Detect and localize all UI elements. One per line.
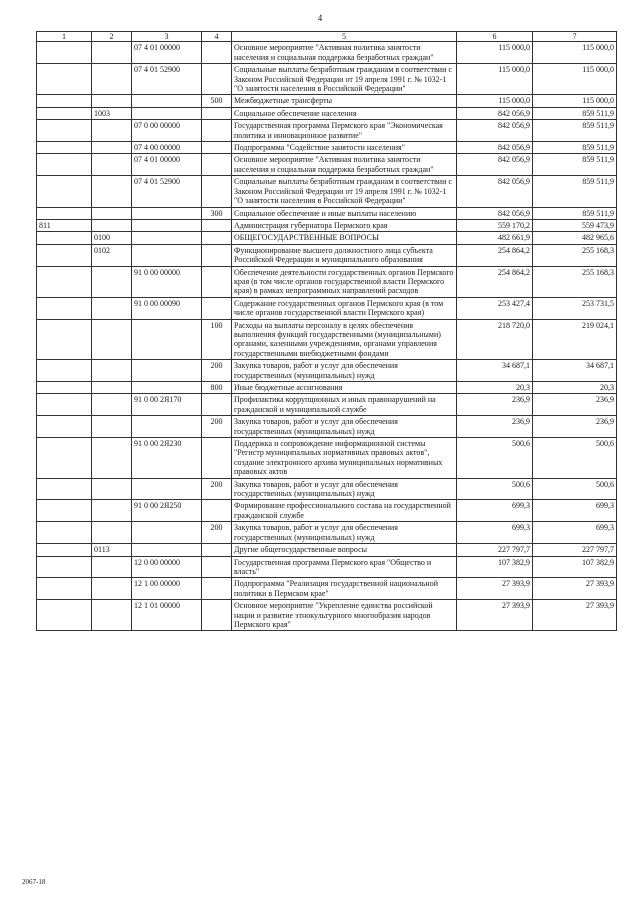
target-article-cell: 07 4 00 00000 (132, 142, 202, 154)
amount-cell-7: 227 797,7 (533, 544, 617, 556)
amount-cell-7: 859 511,9 (533, 120, 617, 142)
ministry-code-cell (37, 297, 92, 319)
table-row (37, 42, 617, 64)
expense-type-cell (202, 107, 232, 119)
expense-type-cell (202, 600, 232, 631)
table-row (37, 478, 617, 500)
expense-type-cell: 100 (202, 319, 232, 360)
table-row (37, 266, 617, 297)
table-row (37, 297, 617, 319)
table-row (37, 600, 617, 631)
ministry-code-cell (37, 438, 92, 479)
expense-type-cell (202, 438, 232, 479)
name-cell: Закупка товаров, работ и услуг для обеспечения государственных (муниципальных) нужд (232, 416, 457, 438)
amount-cell-6: 218 720,0 (457, 319, 533, 360)
amount-cell-6: 227 797,7 (457, 544, 533, 556)
target-article-cell: 91 0 00 2Я170 (132, 394, 202, 416)
expense-type-cell (202, 232, 232, 244)
amount-cell-6: 27 393,9 (457, 600, 533, 631)
ministry-code-cell (37, 394, 92, 416)
amount-cell-7: 859 511,9 (533, 107, 617, 119)
amount-cell-6: 254 864,2 (457, 244, 533, 266)
name-cell: Закупка товаров, работ и услуг для обеспечения государственных (муниципальных) нужд (232, 478, 457, 500)
target-article-cell (132, 522, 202, 544)
expense-type-cell (202, 394, 232, 416)
section-code-cell (92, 438, 132, 479)
name-cell: Поддержка и сопровождение информационной системы "Регистр муниципальных нормативных правовых актов", создание электронного архива муниципальных нормативных правовых актов (232, 438, 457, 479)
table-row (37, 232, 617, 244)
section-code-cell (92, 478, 132, 500)
section-code-cell (92, 207, 132, 219)
amount-cell-6: 254 864,2 (457, 266, 533, 297)
amount-cell-7: 482 965,6 (533, 232, 617, 244)
amount-cell-7: 255 168,3 (533, 266, 617, 297)
header-cell: 3 (132, 32, 202, 42)
target-article-cell: 07 4 01 52900 (132, 176, 202, 207)
amount-cell-7: 34 687,1 (533, 360, 617, 382)
ministry-code-cell (37, 42, 92, 64)
expense-type-cell (202, 297, 232, 319)
target-article-cell (132, 232, 202, 244)
target-article-cell: 07 4 01 52900 (132, 64, 202, 95)
expense-type-cell (202, 42, 232, 64)
amount-cell-6: 236,9 (457, 394, 533, 416)
ministry-code-cell (37, 266, 92, 297)
table-row (37, 142, 617, 154)
section-code-cell (92, 142, 132, 154)
name-cell: Подпрограмма "Содействие занятости населения" (232, 142, 457, 154)
section-code-cell (92, 176, 132, 207)
amount-cell-7: 115 000,0 (533, 42, 617, 64)
amount-cell-7: 20,3 (533, 382, 617, 394)
amount-cell-6: 842 056,9 (457, 176, 533, 207)
amount-cell-7: 219 024,1 (533, 319, 617, 360)
table-row (37, 544, 617, 556)
amount-cell-6: 842 056,9 (457, 107, 533, 119)
ministry-code-cell (37, 95, 92, 107)
amount-cell-7: 253 731,5 (533, 297, 617, 319)
table-row (37, 120, 617, 142)
target-article-cell: 12 0 00 00000 (132, 556, 202, 578)
amount-cell-7: 236,9 (533, 394, 617, 416)
target-article-cell: 12 1 00 00000 (132, 578, 202, 600)
ministry-code-cell (37, 319, 92, 360)
section-code-cell (92, 64, 132, 95)
ministry-code-cell (37, 382, 92, 394)
name-cell: Государственная программа Пермского края "Общество и власть" (232, 556, 457, 578)
expense-type-cell (202, 142, 232, 154)
target-article-cell (132, 244, 202, 266)
table-row (37, 394, 617, 416)
amount-cell-7: 115 000,0 (533, 95, 617, 107)
name-cell: Содержание государственных органов Пермского края (в том числе органов государственной власти Пермского края) (232, 297, 457, 319)
section-code-cell (92, 120, 132, 142)
amount-cell-7: 699,3 (533, 500, 617, 522)
table-row (37, 107, 617, 119)
expense-type-cell (202, 244, 232, 266)
budget-table (36, 31, 617, 631)
amount-cell-6: 842 056,9 (457, 207, 533, 219)
header-cell: 2 (92, 32, 132, 42)
ministry-code-cell (37, 142, 92, 154)
section-code-cell: 0102 (92, 244, 132, 266)
name-cell: Основное мероприятие "Активная политика занятости населения и социальная поддержка безработных граждан" (232, 154, 457, 176)
amount-cell-7: 859 511,9 (533, 142, 617, 154)
expense-type-cell: 200 (202, 416, 232, 438)
amount-cell-6: 559 170,2 (457, 219, 533, 231)
target-article-cell: 07 0 00 00000 (132, 120, 202, 142)
amount-cell-6: 842 056,9 (457, 120, 533, 142)
table-row (37, 360, 617, 382)
amount-cell-7: 107 382,9 (533, 556, 617, 578)
header-cell: 1 (37, 32, 92, 42)
section-code-cell (92, 319, 132, 360)
ministry-code-cell (37, 154, 92, 176)
ministry-code-cell (37, 120, 92, 142)
amount-cell-6: 699,3 (457, 522, 533, 544)
expense-type-cell: 500 (202, 95, 232, 107)
target-article-cell: 12 1 01 00000 (132, 600, 202, 631)
amount-cell-6: 699,3 (457, 500, 533, 522)
table-row (37, 556, 617, 578)
name-cell: Социальное обеспечение населения (232, 107, 457, 119)
header-row (37, 32, 617, 42)
amount-cell-6: 500,6 (457, 438, 533, 479)
target-article-cell (132, 416, 202, 438)
header-cell: 4 (202, 32, 232, 42)
name-cell: Другие общегосударственные вопросы (232, 544, 457, 556)
footer-code: 2067-18 (22, 878, 46, 886)
target-article-cell (132, 382, 202, 394)
target-article-cell: 07 4 01 00000 (132, 154, 202, 176)
table-row (37, 176, 617, 207)
target-article-cell (132, 219, 202, 231)
amount-cell-6: 115 000,0 (457, 64, 533, 95)
name-cell: Социальные выплаты безработным гражданам в соответствии с Законом Российской Федерации от 19 апреля 1991 г. № 1032-1 "О занятости населения в Российской Федерации" (232, 176, 457, 207)
expense-type-cell (202, 64, 232, 95)
amount-cell-6: 20,3 (457, 382, 533, 394)
section-code-cell (92, 95, 132, 107)
amount-cell-6: 482 661,9 (457, 232, 533, 244)
target-article-cell (132, 319, 202, 360)
amount-cell-6: 236,9 (457, 416, 533, 438)
section-code-cell: 0100 (92, 232, 132, 244)
table-row (37, 438, 617, 479)
name-cell: Межбюджетные трансферты (232, 95, 457, 107)
expense-type-cell: 300 (202, 207, 232, 219)
table-row (37, 64, 617, 95)
page-number: 4 (317, 13, 323, 23)
header-cell: 5 (232, 32, 457, 42)
ministry-code-cell (37, 556, 92, 578)
amount-cell-7: 859 511,9 (533, 207, 617, 219)
name-cell: Социальное обеспечение и иные выплаты населению (232, 207, 457, 219)
amount-cell-6: 115 000,0 (457, 42, 533, 64)
amount-cell-7: 500,6 (533, 438, 617, 479)
section-code-cell (92, 394, 132, 416)
table-row (37, 319, 617, 360)
target-article-cell: 91 0 00 2Я250 (132, 500, 202, 522)
name-cell: Иные бюджетные ассигнования (232, 382, 457, 394)
expense-type-cell (202, 219, 232, 231)
section-code-cell (92, 522, 132, 544)
header-cell: 7 (533, 32, 617, 42)
amount-cell-7: 859 511,9 (533, 176, 617, 207)
section-code-cell (92, 556, 132, 578)
name-cell: Администрация губернатора Пермского края (232, 219, 457, 231)
amount-cell-7: 500,6 (533, 478, 617, 500)
section-code-cell (92, 360, 132, 382)
ministry-code-cell (37, 478, 92, 500)
table-row (37, 500, 617, 522)
section-code-cell (92, 297, 132, 319)
amount-cell-6: 842 056,9 (457, 154, 533, 176)
name-cell: Социальные выплаты безработным гражданам в соответствии с Законом Российской Федерации от 19 апреля 1991 г. № 1032-1 "О занятости населения в Российской Федерации" (232, 64, 457, 95)
expense-type-cell (202, 578, 232, 600)
section-code-cell: 1003 (92, 107, 132, 119)
ministry-code-cell (37, 416, 92, 438)
expense-type-cell (202, 120, 232, 142)
ministry-code-cell (37, 522, 92, 544)
name-cell: Государственная программа Пермского края "Экономическая политика и инновационное развитие" (232, 120, 457, 142)
ministry-code-cell (37, 64, 92, 95)
section-code-cell (92, 42, 132, 64)
amount-cell-7: 699,3 (533, 522, 617, 544)
table-row (37, 382, 617, 394)
expense-type-cell (202, 266, 232, 297)
name-cell: Профилактика коррупционных и иных правонарушений на гражданской и муниципальной службе (232, 394, 457, 416)
expense-type-cell: 200 (202, 522, 232, 544)
amount-cell-7: 236,9 (533, 416, 617, 438)
name-cell: ОБЩЕГОСУДАРСТВЕННЫЕ ВОПРОСЫ (232, 232, 457, 244)
name-cell: Закупка товаров, работ и услуг для обеспечения государственных (муниципальных) нужд (232, 360, 457, 382)
target-article-cell: 91 0 00 2Я230 (132, 438, 202, 479)
amount-cell-6: 34 687,1 (457, 360, 533, 382)
amount-cell-7: 559 473,9 (533, 219, 617, 231)
amount-cell-7: 859 511,9 (533, 154, 617, 176)
section-code-cell (92, 382, 132, 394)
ministry-code-cell (37, 544, 92, 556)
ministry-code-cell (37, 176, 92, 207)
target-article-cell (132, 207, 202, 219)
amount-cell-6: 107 382,9 (457, 556, 533, 578)
target-article-cell (132, 478, 202, 500)
amount-cell-7: 27 393,9 (533, 600, 617, 631)
ministry-code-cell (37, 578, 92, 600)
section-code-cell (92, 578, 132, 600)
name-cell: Расходы на выплаты персоналу в целях обеспечения выполнения функций государственными (муниципальными) органами, казенными учреждениями, органами управления государственными внебюджетными фондами (232, 319, 457, 360)
section-code-cell (92, 154, 132, 176)
amount-cell-7: 255 168,3 (533, 244, 617, 266)
section-code-cell (92, 600, 132, 631)
expense-type-cell (202, 500, 232, 522)
amount-cell-7: 115 000,0 (533, 64, 617, 95)
table-row (37, 578, 617, 600)
table-row (37, 522, 617, 544)
target-article-cell (132, 360, 202, 382)
ministry-code-cell (37, 107, 92, 119)
section-code-cell (92, 416, 132, 438)
target-article-cell (132, 107, 202, 119)
target-article-cell: 91 0 00 00000 (132, 266, 202, 297)
name-cell: Основное мероприятие "Укрепление единства российской нации и развитие этнокультурного многообразия народов Пермского края" (232, 600, 457, 631)
name-cell: Закупка товаров, работ и услуг для обеспечения государственных (муниципальных) нужд (232, 522, 457, 544)
expense-type-cell: 800 (202, 382, 232, 394)
expense-type-cell (202, 176, 232, 207)
ministry-code-cell (37, 232, 92, 244)
name-cell: Формирование профессионального состава на государственной гражданской службе (232, 500, 457, 522)
expense-type-cell: 200 (202, 478, 232, 500)
expense-type-cell (202, 544, 232, 556)
amount-cell-7: 27 393,9 (533, 578, 617, 600)
name-cell: Функционирование высшего должностного лица субъекта Российской Федерации и муниципального образования (232, 244, 457, 266)
expense-type-cell (202, 154, 232, 176)
amount-cell-6: 253 427,4 (457, 297, 533, 319)
name-cell: Основное мероприятие "Активная политика занятости населения и социальная поддержка безработных граждан" (232, 42, 457, 64)
expense-type-cell: 200 (202, 360, 232, 382)
table-row (37, 416, 617, 438)
ministry-code-cell (37, 600, 92, 631)
ministry-code-cell (37, 244, 92, 266)
amount-cell-6: 500,6 (457, 478, 533, 500)
section-code-cell (92, 219, 132, 231)
table-row (37, 154, 617, 176)
ministry-code-cell (37, 207, 92, 219)
ministry-code-cell: 811 (37, 219, 92, 231)
section-code-cell: 0113 (92, 544, 132, 556)
header-cell: 6 (457, 32, 533, 42)
target-article-cell: 07 4 01 00000 (132, 42, 202, 64)
section-code-cell (92, 500, 132, 522)
section-code-cell (92, 266, 132, 297)
ministry-code-cell (37, 360, 92, 382)
ministry-code-cell (37, 500, 92, 522)
name-cell: Обеспечение деятельности государственных органов Пермского края (в том числе органов государственной власти Пермского края) в рамках непрограммных направлений расходов (232, 266, 457, 297)
table-row (37, 244, 617, 266)
target-article-cell (132, 95, 202, 107)
amount-cell-6: 27 393,9 (457, 578, 533, 600)
target-article-cell (132, 544, 202, 556)
target-article-cell: 91 0 00 00090 (132, 297, 202, 319)
amount-cell-6: 115 000,0 (457, 95, 533, 107)
table-row (37, 95, 617, 107)
table-row (37, 207, 617, 219)
name-cell: Подпрограмма "Реализация государственной национальной политики в Пермском крае" (232, 578, 457, 600)
amount-cell-6: 842 056,9 (457, 142, 533, 154)
expense-type-cell (202, 556, 232, 578)
table-row (37, 219, 617, 231)
